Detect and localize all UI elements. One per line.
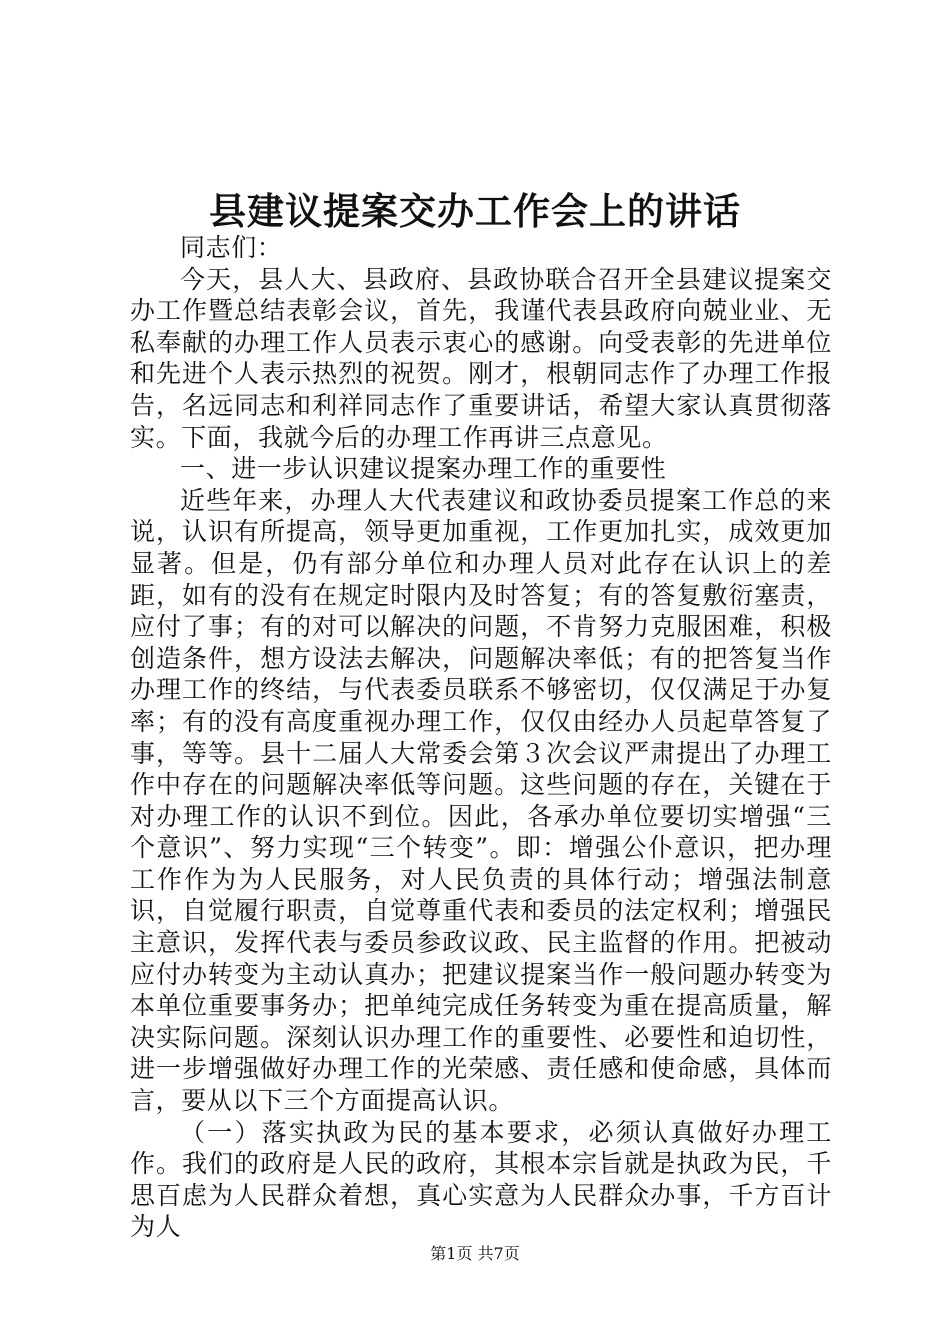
salutation-paragraph: 同志们：	[180, 233, 283, 262]
section-heading-1: 一、进一步认识建议提案办理工作的重要性	[180, 454, 667, 484]
document-title: 县建议提案交办工作会上的讲话	[209, 189, 741, 233]
subsection-paragraph-1: （一）落实执政为民的基本要求，必须认真做好办理工作。我们的政府是人民的政府，其根本宗旨就是执政为民，千思百虑为人民群众着想，真心实意为人民群众办事，千方百计为人	[130, 1117, 832, 1242]
body-paragraph: 近些年来，办理人大代表建议和政协委员提案工作总的来说，认识有所提高，领导更加重视，工作更加扎实，成效更加显著。但是，仍有部分单位和办理人员对此存在认识上的差距，如有的没有在规定时限内及时答复；有的答复敷衍塞责，应付了事；有的对可以解决的问题，不肯努力克服困难，积极创造条件，想方设法去解决，问题解决率低；有的把答复当作办理工作的终结，与代表委员联系不够密切，仅仅满足于办复率；有的没有高度重视办理工作，仅仅由经办人员起草答复了事，等等。县十二届人大常委会第３次会议严肃提出了办理工作中存在的问题解决率低等问题。这些问题的存在，关键在于对办理工作的认识不到位。因此，各承办单位要切实增强“三个意识”、努力实现“三个转变”。即：增强公仆意识，把办理工作作为为人民服务，对人民负责的具体行动；增强法制意识，自觉履行职责，自觉尊重代表和委员的法定权利；增强民主意识，发挥代表与委员参政议政、民主监督的作用。把被动应付办转变为主动认真办；把建议提案当作一般问题办转变为本单位重要事务办；把单纯完成任务转变为重在提高质量，解决实际问题。深刻认识办理工作的重要性、必要性和迫切性，进一步增强做好办理工作的光荣感、责任感和使命感，具体而言，要从以下三个方面提高认识。	[130, 485, 832, 1116]
document-body	[130, 232, 832, 1243]
intro-paragraph: 今天，县人大、县政府、县政协联合召开全县建议提案交办工作暨总结表彰会议，首先，我谨代表县政府向兢业业、无私奉献的办理工作人员表示衷心的感谢。向受表彰的先进单位和先进个人表示热烈的祝贺。刚才，根朝同志作了办理工作报告，名远同志和利祥同志作了重要讲话，希望大家认真贯彻落实。下面，我就今后的办理工作再讲三点意见。	[130, 264, 832, 452]
page-number-footer: 第1页 共7页	[430, 1244, 520, 1263]
